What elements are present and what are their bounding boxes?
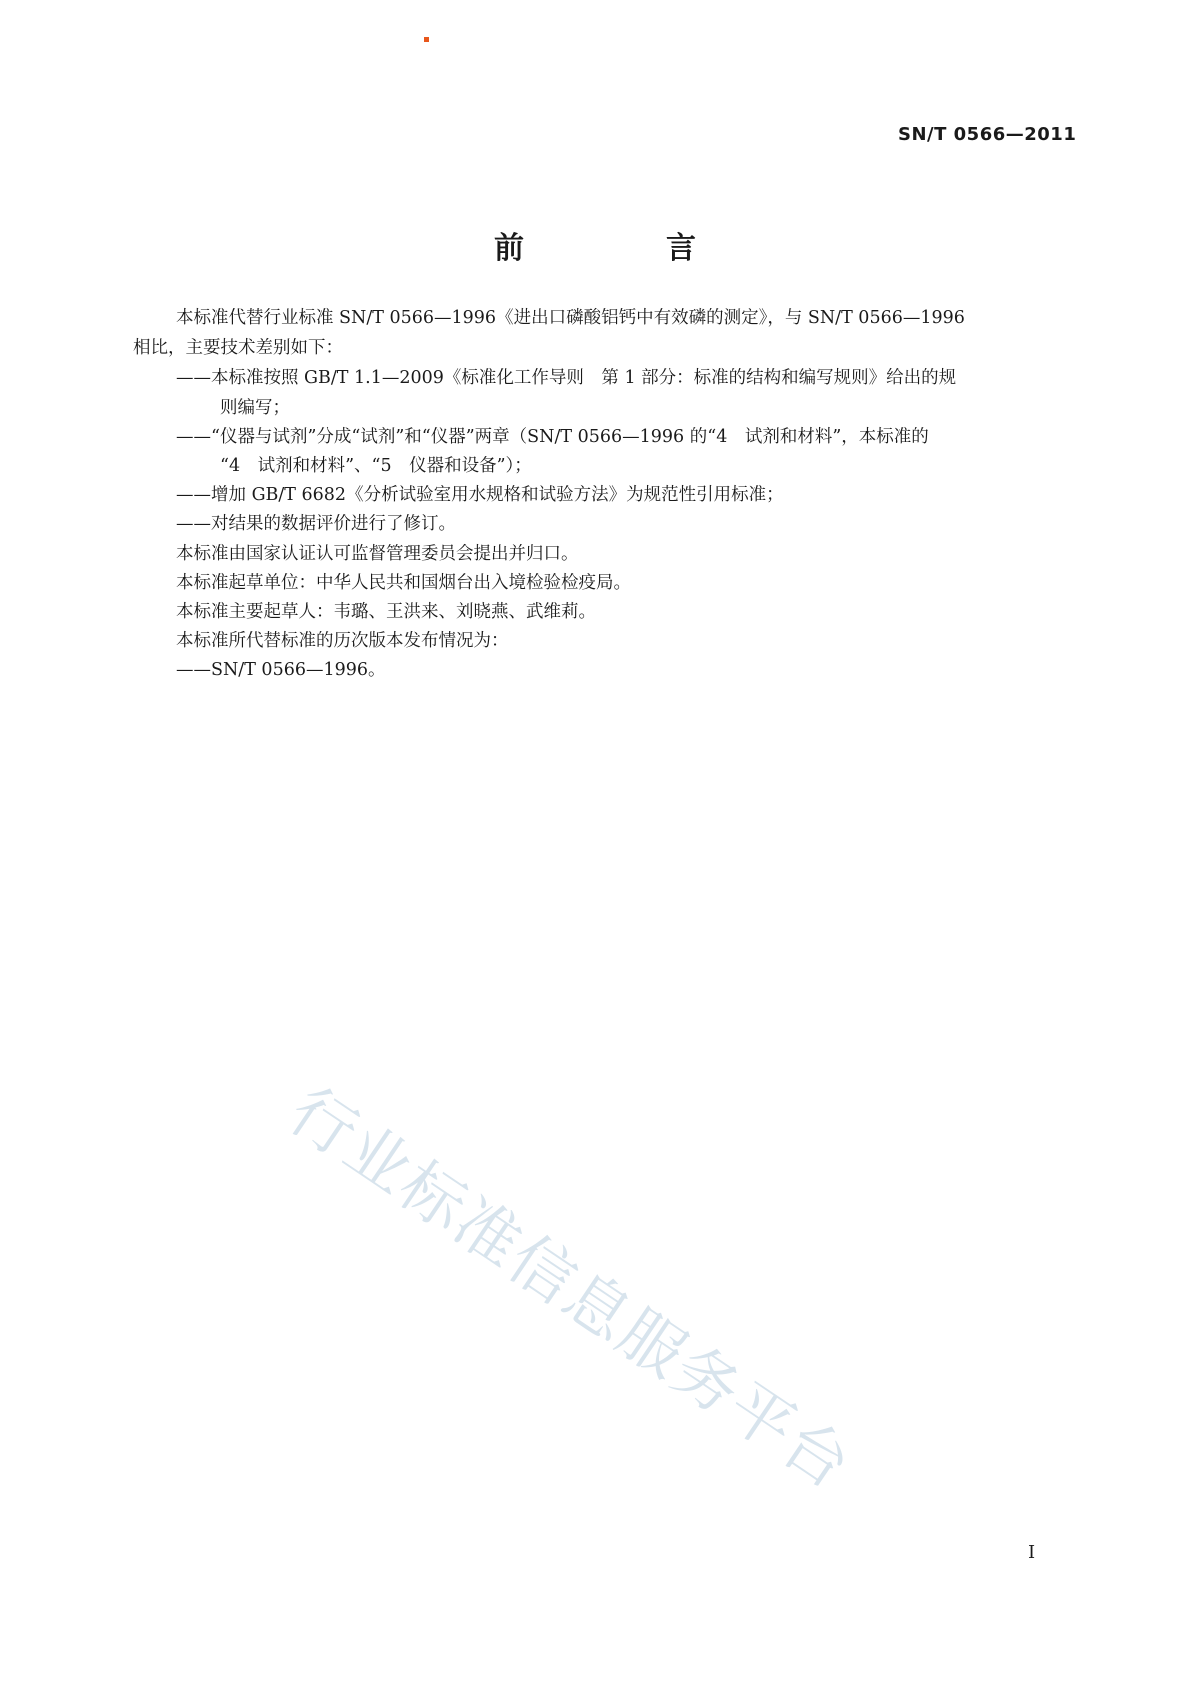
list-item-continuation: “4 试剂和材料”、“5 仪器和设备”）； (220, 456, 532, 476)
paragraph-line: 本标准由国家认证认可监督管理委员会提出并归口。 (176, 544, 579, 564)
list-item: ——SN/T 0566—1996。 (176, 660, 386, 680)
list-item-continuation: 则编写； (220, 398, 290, 418)
paragraph-line: 本标准主要起草人：韦璐、王洪来、刘晓燕、武维莉。 (176, 602, 596, 622)
list-item: ——对结果的数据评价进行了修订。 (176, 514, 456, 534)
page-title: 前 言 (494, 231, 752, 266)
paragraph-line: 本标准起草单位：中华人民共和国烟台出入境检验检疫局。 (176, 573, 631, 593)
paragraph-line: 本标准代替行业标准 SN/T 0566—1996《进出口磷酸铝钙中有效磷的测定》，与 SN/T 0566—1996 (176, 308, 965, 328)
list-item: ——增加 GB/T 6682《分析试验室用水规格和试验方法》为规范性引用标准； (176, 485, 784, 505)
page-mark (424, 37, 429, 42)
paragraph-line: 本标准所代替标准的历次版本发布情况为： (176, 631, 509, 651)
list-item: ——“仪器与试剂”分成“试剂”和“仪器”两章（SN/T 0566—1996 的“4 试剂和材料”，本标准的 (176, 427, 929, 447)
paragraph-line: 相比，主要技术差别如下： (133, 338, 343, 358)
list-item: ——本标准按照 GB/T 1.1—2009《标准化工作导则 第 1 部分：标准的结构和编写规则》给出的规 (176, 368, 957, 388)
watermark: 行业标准信息服务平台 (275, 1074, 865, 1505)
page-number: I (1028, 1542, 1036, 1563)
document-code: SN/T 0566—2011 (898, 124, 1077, 145)
